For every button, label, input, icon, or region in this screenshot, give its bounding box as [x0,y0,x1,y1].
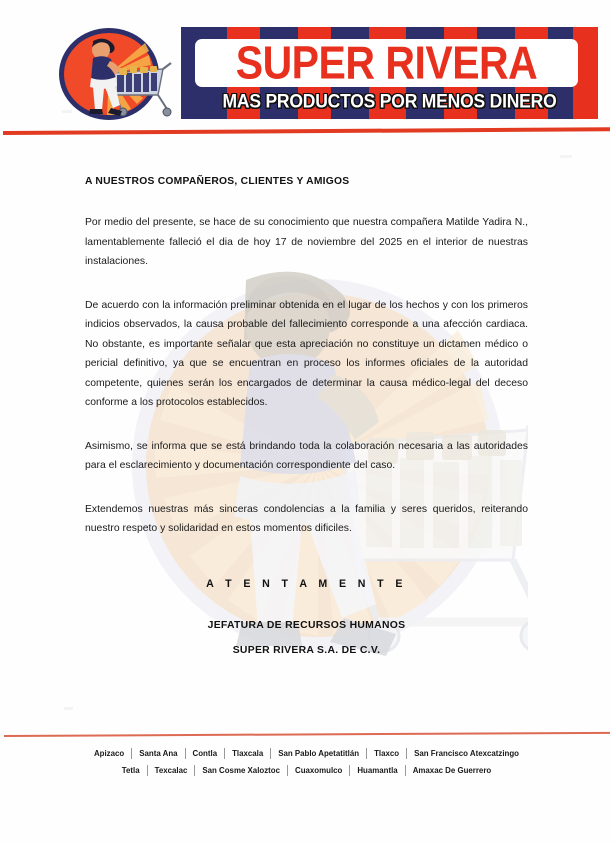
footer-branch: Tlaxco [366,748,406,759]
scan-artifact [560,155,572,158]
footer-branch: Huamantla [349,765,404,776]
paragraph-2: De acuerdo con la información preliminar obtenida en el lugar de los hechos y con los primeros indicios observados, la causa probable del fallecimiento corresponde a una afección cardiaca. No obstante, es importante señalar que esta apreciación no constituye un dictamen médico o pericial definitivo, ya que se encuentran en proceso los informes oficiales de la autoridad competente, quienes serán los encargados de determinar la causa médico-legal del deceso conforme a los protocolos establecidos. [85,299,528,408]
shopper-with-cart-emblem-icon [57,25,177,123]
signature-block [85,578,528,656]
footer-branch: Texcalac [147,765,195,776]
footer-branch-list [0,745,613,779]
footer-branch: Apizaco [93,749,125,758]
paragraph-1: Por medio del presente, se hace de su conocimiento que nuestra compañera Matilde Yadira N., lamentablemente falleció el dia de hoy 17 de noviembre del 2025 en el interior de nuestras instalaciones. [85,217,528,267]
footer-branch: San Pablo Apetatitlán [270,748,366,759]
footer-branch: Tlaxcala [224,748,270,759]
signature-department: JEFATURA DE RECURSOS HUMANOS [207,620,406,631]
footer-divider [4,732,610,737]
scan-artifact [64,707,73,710]
footer-line-2 [0,762,613,779]
paragraph-3: Asimismo, se informa que se está brindando toda la colaboración necesaria a las autoridades para el esclarecimiento y documentación correspondiente del caso. [85,440,528,471]
footer-branch: San Cosme Xaloztoc [194,765,287,776]
footer-branch: Cuaxomulco [287,765,349,776]
footer-branch: San Francisco Atexcatzingo [406,748,526,759]
brand-banner [181,27,598,119]
signature-company: SUPER RIVERA S.A. DE C.V. [232,645,381,656]
signature-closing: A T E N T A M E N T E [206,578,407,590]
footer-branch: Santa Ana [131,748,184,759]
paragraph-4: Extendemos nuestras más sinceras condolencias a la familia y seres queridos, reiterando nuestro respeto y solidaridad en estos momentos dificiles. [85,503,528,534]
letterhead [0,0,613,125]
salutation: A NUESTROS COMPAÑEROS, CLIENTES Y AMIGOS [85,176,350,187]
brand-tagline: MAS PRODUCTOS POR MENOS DINERO [222,89,557,112]
footer-line-1 [0,745,613,762]
brand-title: SUPER RIVERA [235,36,538,89]
footer-branch: Tetla [121,766,140,775]
letter-body [85,176,528,539]
header-divider [3,127,610,135]
footer-branch: Contla [185,748,225,759]
footer-branch: Amaxac De Guerrero [405,765,499,776]
